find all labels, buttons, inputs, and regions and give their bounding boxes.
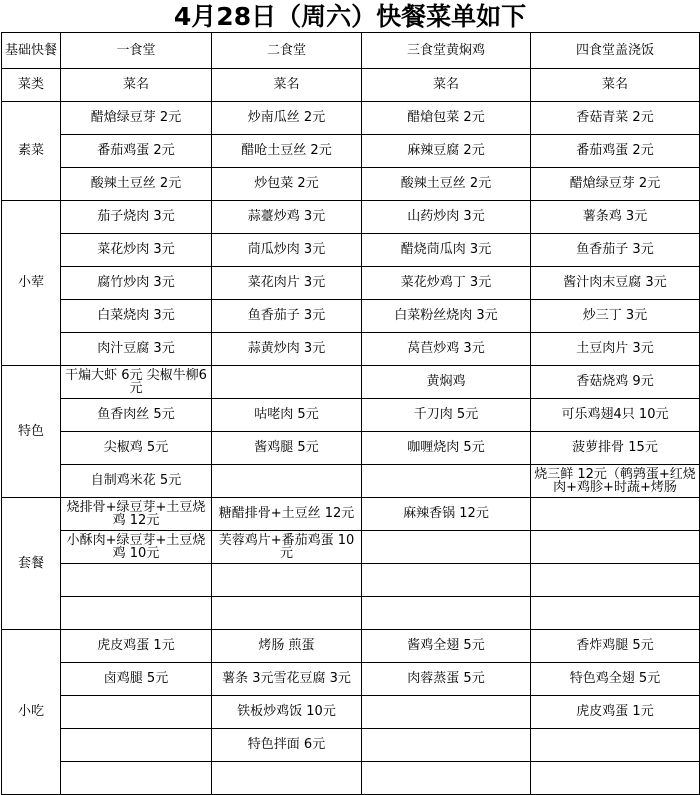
- dish-cell: 卤鸡腿 5元: [61, 663, 212, 696]
- dish-cell: 咕咾肉 5元: [212, 399, 362, 432]
- dish-cell: 菠萝排骨 15元: [531, 432, 700, 465]
- dish-cell: [362, 564, 531, 597]
- canteen-header-4: 四食堂盖浇饭: [531, 33, 700, 69]
- dish-cell: [61, 696, 212, 729]
- dish-label: 菜名: [212, 69, 362, 102]
- menu-row: [2, 102, 700, 135]
- menu-row: [2, 234, 700, 267]
- dish-cell: 特色拌面 6元: [212, 729, 362, 762]
- dish-cell: 虎皮鸡蛋 1元: [531, 696, 700, 729]
- menu-row: [2, 564, 700, 597]
- dish-cell: 糖醋排骨+土豆丝 12元: [212, 498, 362, 531]
- category-cell: 套餐: [2, 498, 61, 630]
- menu-row: [2, 432, 700, 465]
- dish-cell: 香炸鸡腿 5元: [531, 630, 700, 663]
- dish-cell: [212, 564, 362, 597]
- dish-cell: [61, 564, 212, 597]
- menu-row: [2, 729, 700, 762]
- dish-cell: [61, 597, 212, 630]
- dish-cell: [362, 729, 531, 762]
- dish-cell: 麻辣香锅 12元: [362, 498, 531, 531]
- dish-cell: 铁板炒鸡饭 10元: [212, 696, 362, 729]
- dish-cell: [531, 597, 700, 630]
- dish-cell: 醋熗包菜 2元: [362, 102, 531, 135]
- dish-cell: 薯条 3元雪花豆腐 3元: [212, 663, 362, 696]
- dish-cell: 蒜黄炒肉 3元: [212, 333, 362, 366]
- header-row-labels: [2, 69, 700, 102]
- dish-cell: 肉汁豆腐 3元: [61, 333, 212, 366]
- menu-row: [2, 135, 700, 168]
- dish-cell: 醋熗绿豆芽 2元: [61, 102, 212, 135]
- dish-cell: 菜花炒肉 3元: [61, 234, 212, 267]
- category-cell: 特色: [2, 366, 61, 498]
- canteen-header-3: 三食堂黄焖鸡: [362, 33, 531, 69]
- category-label: 菜类: [2, 69, 61, 102]
- category-cell: 小吃: [2, 630, 61, 795]
- dish-cell: 蒜薹炒鸡 3元: [212, 201, 362, 234]
- dish-cell: 酱鸡全翅 5元: [362, 630, 531, 663]
- header-row-canteens: [2, 33, 700, 69]
- dish-cell: [531, 762, 700, 795]
- menu-row: [2, 630, 700, 663]
- menu-title: 4月28日（周六）快餐菜单如下: [173, 2, 527, 31]
- dish-cell: 山药炒肉 3元: [362, 201, 531, 234]
- menu-row: [2, 531, 700, 564]
- dish-cell: 特色鸡全翅 5元: [531, 663, 700, 696]
- dish-cell: 鱼香肉丝 5元: [61, 399, 212, 432]
- dish-cell: [61, 729, 212, 762]
- dish-cell: 肉蓉蒸蛋 5元: [362, 663, 531, 696]
- menu-row: [2, 597, 700, 630]
- menu-table: [1, 32, 700, 795]
- dish-cell: [362, 531, 531, 564]
- dish-cell: 醋呛土豆丝 2元: [212, 135, 362, 168]
- dish-cell: 香菇烧鸡 9元: [531, 366, 700, 399]
- menu-row: [2, 300, 700, 333]
- dish-cell: [212, 465, 362, 498]
- dish-cell: 酸辣土豆丝 2元: [61, 168, 212, 201]
- corner-cell: 基础快餐: [2, 33, 61, 69]
- dish-cell: 腐竹炒肉 3元: [61, 267, 212, 300]
- category-cell: 素菜: [2, 102, 61, 201]
- menu-row: [2, 696, 700, 729]
- dish-cell: 土豆肉片 3元: [531, 333, 700, 366]
- menu-row: [2, 465, 700, 498]
- menu-row: [2, 333, 700, 366]
- dish-cell: 千刀肉 5元: [362, 399, 531, 432]
- dish-cell: [212, 597, 362, 630]
- menu-row: [2, 168, 700, 201]
- dish-cell: 咖喱烧肉 5元: [362, 432, 531, 465]
- dish-cell: [362, 762, 531, 795]
- menu-row: [2, 366, 700, 399]
- menu-row: [2, 399, 700, 432]
- dish-cell: [362, 465, 531, 498]
- dish-cell: 自制鸡米花 5元: [61, 465, 212, 498]
- dish-cell: 番茄鸡蛋 2元: [61, 135, 212, 168]
- dish-cell: 菜花炒鸡丁 3元: [362, 267, 531, 300]
- dish-cell: 麻辣豆腐 2元: [362, 135, 531, 168]
- canteen-header-2: 二食堂: [212, 33, 362, 69]
- dish-cell: 菜花肉片 3元: [212, 267, 362, 300]
- dish-cell: [212, 762, 362, 795]
- dish-cell: 醋熗绿豆芽 2元: [531, 168, 700, 201]
- dish-cell: 烧排骨+绿豆芽+土豆烧鸡 12元: [61, 498, 212, 531]
- dish-cell: 茄子烧肉 3元: [61, 201, 212, 234]
- dish-cell: 鱼香茄子 3元: [212, 300, 362, 333]
- dish-cell: 炒南瓜丝 2元: [212, 102, 362, 135]
- dish-cell: 尖椒鸡 5元: [61, 432, 212, 465]
- dish-cell: 烧三鲜 12元（鹌鹑蛋+红烧肉+鸡胗+时蔬+烤肠: [531, 465, 700, 498]
- menu-row: [2, 267, 700, 300]
- dish-cell: 酱鸡腿 5元: [212, 432, 362, 465]
- menu-row: [2, 663, 700, 696]
- dish-cell: 芙蓉鸡片+番茄鸡蛋 10元: [212, 531, 362, 564]
- dish-label: 菜名: [362, 69, 531, 102]
- dish-cell: 酸辣土豆丝 2元: [362, 168, 531, 201]
- menu-row: [2, 498, 700, 531]
- dish-cell: 茼瓜炒肉 3元: [212, 234, 362, 267]
- menu-row: [2, 762, 700, 795]
- dish-label: 菜名: [531, 69, 700, 102]
- dish-cell: 烤肠 煎蛋: [212, 630, 362, 663]
- dish-cell: [212, 366, 362, 399]
- dish-cell: [531, 498, 700, 531]
- dish-cell: 鱼香茄子 3元: [531, 234, 700, 267]
- dish-cell: 小酥肉+绿豆芽+土豆烧鸡 10元: [61, 531, 212, 564]
- dish-cell: [362, 696, 531, 729]
- dish-label: 菜名: [61, 69, 212, 102]
- dish-cell: 薯条鸡 3元: [531, 201, 700, 234]
- dish-cell: 醋烧茼瓜肉 3元: [362, 234, 531, 267]
- dish-cell: [61, 762, 212, 795]
- dish-cell: [531, 531, 700, 564]
- dish-cell: [362, 597, 531, 630]
- dish-cell: 可乐鸡翅4只 10元: [531, 399, 700, 432]
- dish-cell: 炒三丁 3元: [531, 300, 700, 333]
- dish-cell: 干煸大虾 6元 尖椒牛柳6元: [61, 366, 212, 399]
- dish-cell: 莴苣炒鸡 3元: [362, 333, 531, 366]
- dish-cell: 炒包菜 2元: [212, 168, 362, 201]
- dish-cell: 香菇青菜 2元: [531, 102, 700, 135]
- canteen-header-1: 一食堂: [61, 33, 212, 69]
- dish-cell: 酱汁肉末豆腐 3元: [531, 267, 700, 300]
- dish-cell: 番茄鸡蛋 2元: [531, 135, 700, 168]
- dish-cell: [531, 729, 700, 762]
- dish-cell: 白菜粉丝烧肉 3元: [362, 300, 531, 333]
- category-cell: 小荤: [2, 201, 61, 366]
- dish-cell: [531, 564, 700, 597]
- menu-row: [2, 201, 700, 234]
- dish-cell: 黄焖鸡: [362, 366, 531, 399]
- dish-cell: 白菜烧肉 3元: [61, 300, 212, 333]
- dish-cell: 虎皮鸡蛋 1元: [61, 630, 212, 663]
